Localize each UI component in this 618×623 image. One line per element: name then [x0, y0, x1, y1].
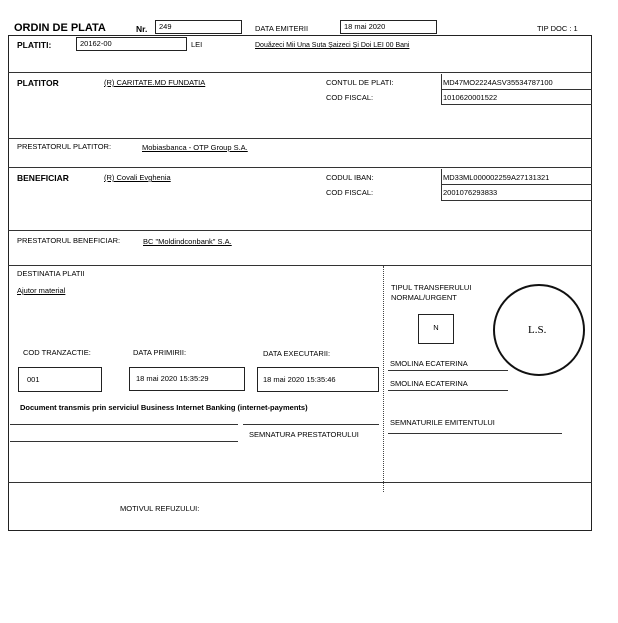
- nr-label: Nr.: [136, 24, 148, 34]
- divider: [8, 72, 592, 73]
- divider: [441, 104, 592, 105]
- platitor-fiscal-value: 1010620001522: [443, 93, 498, 102]
- signer-name: SMOLINA ECATERINA: [390, 359, 468, 368]
- divider: [10, 441, 238, 442]
- divider: [8, 138, 592, 139]
- divider: [441, 200, 592, 201]
- transfer-type-field: N: [418, 314, 454, 344]
- data-primirii-label: DATA PRIMIRII:: [133, 348, 187, 357]
- platitor-fiscal-label: COD FISCAL:: [326, 93, 374, 102]
- document-title: ORDIN DE PLATA: [14, 22, 106, 34]
- prestator-beneficiar-label: PRESTATORUL BENEFICIAR:: [17, 236, 121, 245]
- transfer-label-line2: NORMAL/URGENT: [391, 293, 457, 302]
- platiti-label: PLATITI:: [17, 40, 52, 50]
- semnaturile-emitent-label: SEMNATURILE EMITENTULUI: [390, 418, 495, 427]
- platitor-name: (R) CARITATE.MD FUNDATIA: [104, 78, 206, 87]
- divider: [441, 74, 442, 105]
- date-field: 18 mai 2020: [340, 20, 437, 34]
- divider: [388, 370, 508, 371]
- divider: [8, 167, 592, 168]
- date-label: DATA EMITERII: [255, 24, 309, 33]
- semnatura-prestator-label: SEMNATURA PRESTATORULUI: [249, 430, 359, 439]
- data-primirii-field: 18 mai 2020 15:35:29: [129, 367, 245, 391]
- motivul-refuzului-label: MOTIVUL REFUZULUI:: [120, 504, 200, 513]
- beneficiar-fiscal-label: COD FISCAL:: [326, 188, 374, 197]
- divider: [441, 169, 442, 201]
- beneficiar-iban-label: CODUL IBAN:: [326, 173, 374, 182]
- prestator-platitor-value: Mobiasbanca - OTP Group S.A.: [142, 143, 248, 152]
- form-frame: [8, 35, 592, 531]
- platitor-account-label: CONTUL DE PLATI:: [326, 78, 394, 87]
- destinatia-value: Ajutor material: [17, 286, 66, 295]
- transmis-note: Document transmis prin serviciul Business Internet Banking (internet-payments): [20, 403, 308, 412]
- prestator-beneficiar-value: BC "Moldindconbank" S.A.: [143, 237, 232, 246]
- data-executarii-field: 18 mai 2020 15:35:46: [257, 367, 379, 392]
- currency-label: LEI: [191, 40, 203, 49]
- divider: [10, 424, 238, 425]
- divider: [243, 424, 379, 425]
- nr-field: 249: [155, 20, 242, 34]
- prestator-platitor-label: PRESTATORUL PLATITOR:: [17, 142, 112, 151]
- beneficiar-fiscal-value: 2001076293833: [443, 188, 498, 197]
- divider: [441, 184, 592, 185]
- destinatia-label: DESTINATIA PLATII: [17, 269, 85, 278]
- divider: [8, 230, 592, 231]
- signer-name: SMOLINA ECATERINA: [390, 379, 468, 388]
- beneficiar-name: (R) Covali Evghenia: [104, 173, 171, 182]
- cod-tranzactie-label: COD TRANZACTIE:: [23, 348, 91, 357]
- divider: [388, 433, 562, 434]
- divider: [388, 390, 508, 391]
- amount-field: 20162-00: [76, 37, 187, 51]
- tip-doc: TIP DOC : 1: [537, 24, 578, 33]
- ls-seal-label: L.S.: [528, 324, 547, 336]
- cod-tranzactie-field: 001: [18, 367, 102, 392]
- divider: [441, 89, 592, 90]
- divider: [8, 482, 592, 483]
- transfer-label-line1: TIPUL TRANSFERULUI: [391, 283, 472, 292]
- platitor-label: PLATITOR: [17, 78, 59, 88]
- amount-in-words: Douăzeci Mii Una Suta Şaizeci Şi Doi LEI 00 Bani: [255, 42, 410, 49]
- section-separator: [383, 266, 384, 492]
- beneficiar-iban-value: MD33ML000002259A27131321: [443, 173, 550, 182]
- data-executarii-label: DATA EXECUTARII:: [263, 349, 331, 358]
- divider: [8, 265, 592, 266]
- platitor-account-value: MD47MO2224ASV35534787100: [443, 78, 553, 87]
- beneficiar-label: BENEFICIAR: [17, 173, 69, 183]
